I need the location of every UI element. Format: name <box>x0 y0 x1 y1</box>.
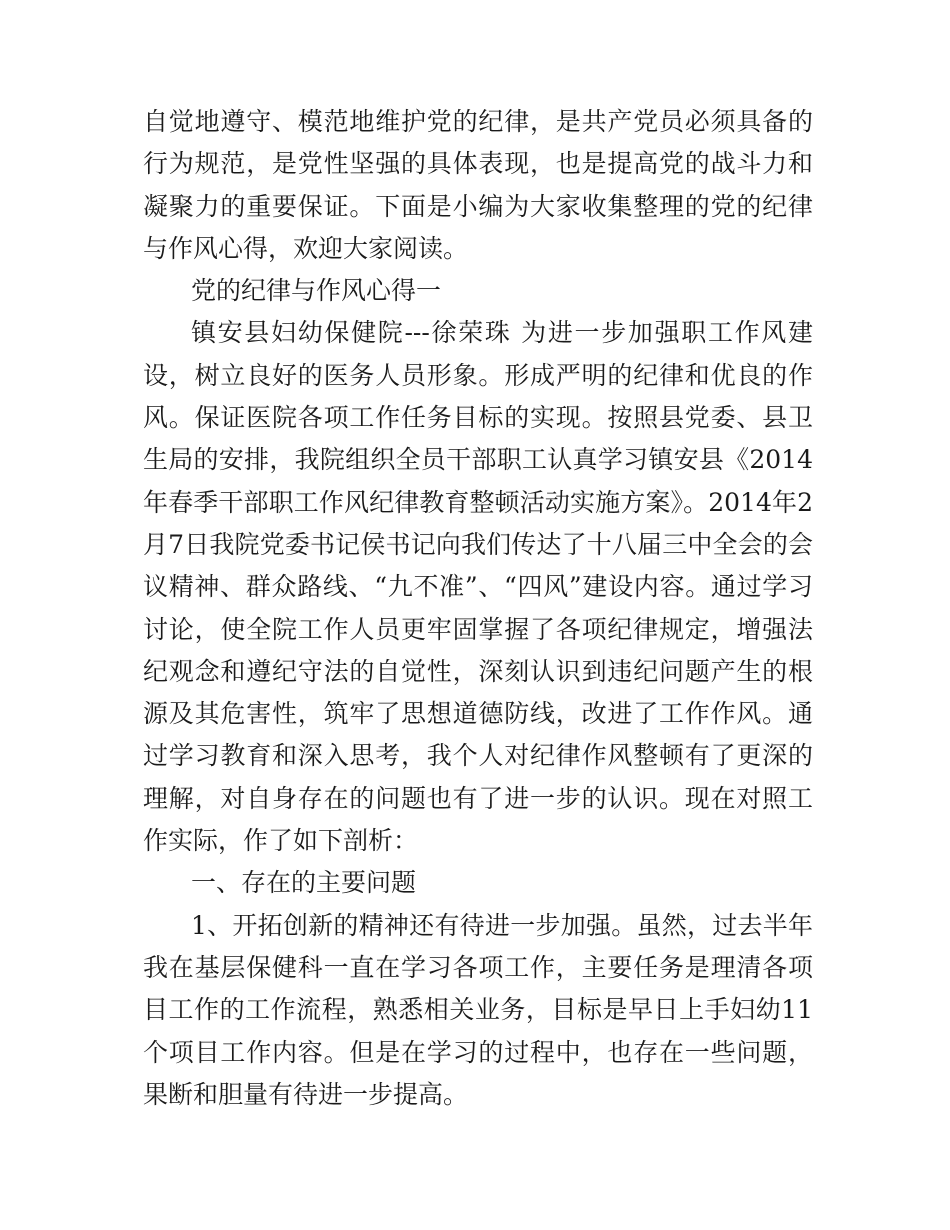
body-paragraph: 镇安县妇幼保健院---徐荣珠 为进一步加强职工作风建设，树立良好的医务人员形象。形成严明的纪律和优良的作风。保证医院各项工作任务目标的实现。按照县党委、县卫生局的安排，我院组织全员干部职工认真学习镇安县《2014年春季干部职工作风纪律教育整顿活动实施方案》。2014年2月7日我院党委书记侯书记向我们传达了十八届三中全会的会议精神、群众路线、“九不准”、“四风”建设内容。通过学习讨论，使全院工作人员更牢固掌握了各项纪律规定，增强法纪观念和遵纪守法的自觉性，深刻认识到违纪问题产生的根源及其危害性，筑牢了思想道德防线，改进了工作作风。通过学习教育和深入思考，我个人对纪律作风整顿有了更深的理解，对自身存在的问题也有了进一步的认识。现在对照工作实际，作了如下剖析： <box>143 318 813 856</box>
document-body <box>143 101 813 1116</box>
body-paragraph: 1、开拓创新的精神还有待进一步加强。虽然，过去半年我在基层保健科一直在学习各项工作，主要任务是理清各项目工作的工作流程，熟悉相关业务，目标是早日上手妇幼11个项目工作内容。但是在学习的过程中，也存在一些问题，果断和胆量有待进一步提高。 <box>143 910 813 1109</box>
section-heading-experience-one: 党的纪律与作风心得一 <box>191 276 442 306</box>
intro-paragraph: 自觉地遵守、模范地维护党的纪律，是共产党员必须具备的行为规范，是党性坚强的具体表现，也是提高党的战斗力和凝聚力的重要保证。下面是小编为大家收集整理的党的纪律与作风心得，欢迎大家阅读。 <box>143 107 813 263</box>
section-heading-main-problems: 一、存在的主要问题 <box>191 868 417 898</box>
